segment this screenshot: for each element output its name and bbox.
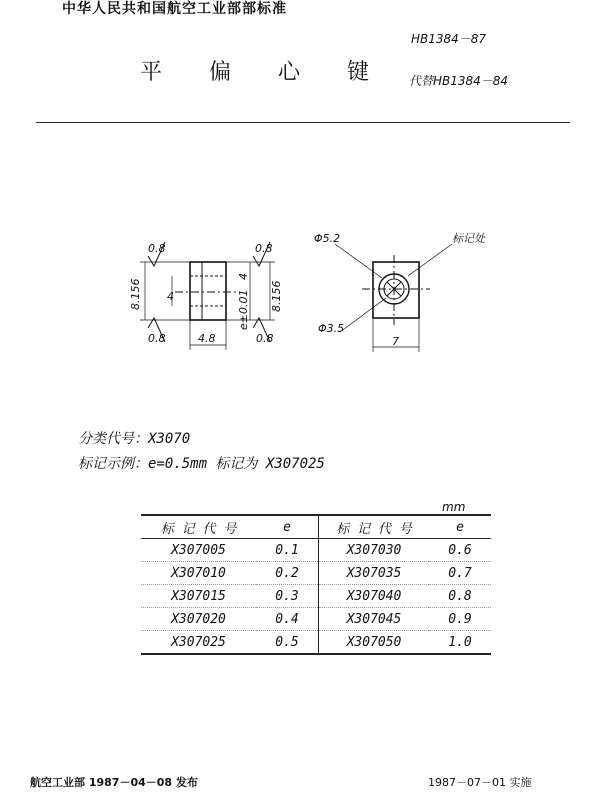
table-header-row bbox=[141, 515, 491, 539]
roughness-value-bottom-right: 0.8 bbox=[256, 332, 274, 345]
roughness-value-top-right: 0.8 bbox=[255, 242, 273, 255]
table-row bbox=[141, 585, 491, 608]
table-cell: X307050 bbox=[319, 631, 430, 655]
dimension-phi-top: Φ5.2 bbox=[314, 232, 341, 245]
table-cell: 0.8 bbox=[429, 585, 491, 608]
replaces-standard: 代替HB1384－84 bbox=[409, 74, 509, 88]
table-cell: X307015 bbox=[141, 585, 256, 608]
key-body-outline bbox=[190, 262, 226, 320]
table-cell: X307020 bbox=[141, 608, 256, 631]
technical-drawing bbox=[0, 220, 600, 360]
dimension-width: 7 bbox=[392, 335, 399, 348]
table-cell: X307045 bbox=[319, 608, 430, 631]
dimension-4-right: 4 bbox=[237, 273, 250, 280]
header-code-1: 标 记 代 号 bbox=[141, 515, 256, 539]
marking-example: 标记示例：e=0.5mm 标记为 X307025 bbox=[78, 456, 325, 472]
table-cell: 0.7 bbox=[429, 562, 491, 585]
dimension-e-tolerance: e±0.01 bbox=[237, 289, 250, 330]
table-cell: 0.3 bbox=[256, 585, 319, 608]
table-cell: 0.1 bbox=[256, 539, 319, 562]
header-divider bbox=[36, 122, 570, 123]
table-cell: X307025 bbox=[141, 631, 256, 655]
roughness-value-top-left: 0.8 bbox=[148, 242, 166, 255]
standard-code: HB1384－87 bbox=[411, 32, 487, 46]
table-cell: X307010 bbox=[141, 562, 256, 585]
key-head-portion bbox=[190, 262, 202, 320]
table-row bbox=[141, 608, 491, 631]
dimension-height-left: 8.156 bbox=[129, 278, 142, 310]
marking-table bbox=[141, 514, 491, 655]
leader-phi-top bbox=[335, 244, 382, 278]
table-cell: 0.4 bbox=[256, 608, 319, 631]
table-cell: X307005 bbox=[141, 539, 256, 562]
table-row bbox=[141, 631, 491, 655]
dimension-length: 4.8 bbox=[198, 332, 216, 345]
page-title: 平 偏 心 键 bbox=[140, 60, 389, 85]
unit-label: mm bbox=[442, 500, 466, 514]
table-cell: X307040 bbox=[319, 585, 430, 608]
classification-code: 分类代号：X3070 bbox=[78, 431, 191, 447]
issue-date: 航空工业部 1987－04－08 发布 bbox=[30, 776, 198, 789]
dimension-phi-bottom: Φ3.5 bbox=[318, 322, 345, 335]
table-cell: 1.0 bbox=[429, 631, 491, 655]
dimension-4-left: 4 bbox=[167, 290, 174, 303]
header-e-1: e bbox=[256, 515, 319, 539]
table-cell: 0.9 bbox=[429, 608, 491, 631]
mark-location-label: 标记处 bbox=[452, 232, 485, 245]
header-code-2: 标 记 代 号 bbox=[319, 515, 430, 539]
leader-phi-bottom bbox=[340, 298, 386, 332]
org-standard-heading: 中华人民共和国航空工业部部标准 bbox=[62, 1, 287, 17]
key-front-outline bbox=[373, 262, 419, 318]
dimension-height-right: 8.156 bbox=[270, 280, 283, 312]
table-row bbox=[141, 562, 491, 585]
table-cell: 0.2 bbox=[256, 562, 319, 585]
roughness-value-bottom-left: 0.8 bbox=[148, 332, 166, 345]
table-cell: X307035 bbox=[319, 562, 430, 585]
table-cell: 0.6 bbox=[429, 539, 491, 562]
table-row bbox=[141, 539, 491, 562]
effective-date: 1987－07－01 实施 bbox=[428, 776, 532, 789]
leader-mark-location bbox=[408, 244, 452, 276]
header-e-2: e bbox=[429, 515, 491, 539]
table-cell: 0.5 bbox=[256, 631, 319, 655]
table-cell: X307030 bbox=[319, 539, 430, 562]
